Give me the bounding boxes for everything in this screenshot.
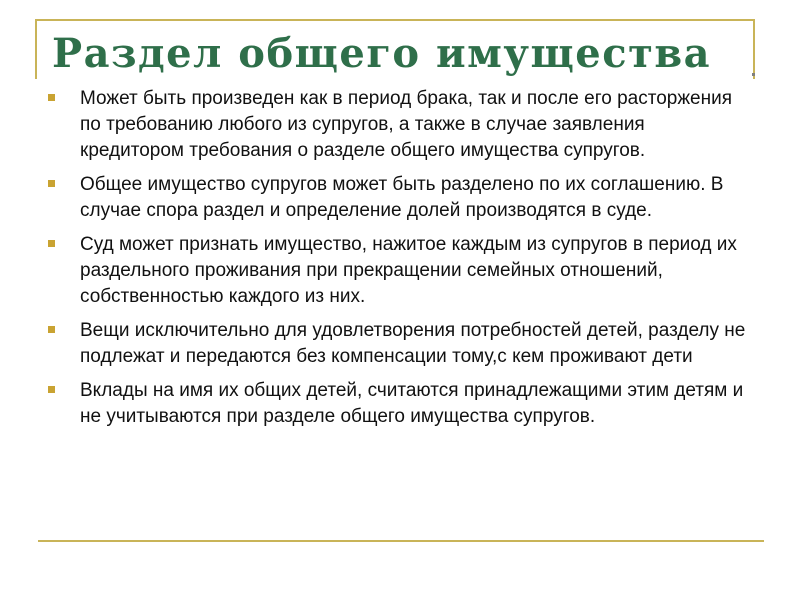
frame-top-line (35, 19, 755, 21)
bullet-item (46, 378, 746, 430)
frame-corner-dot (752, 73, 755, 76)
bullet-text: Суд может признать имущество, нажитое каждым из супругов в период их раздельного проживания при прекращении семейных отношений, собственностью каждого из них. (80, 234, 737, 307)
bullet-text: Вклады на имя их общих детей, считаются принадлежащими этим детям и не учитываются при разделе общего имущества супругов. (80, 380, 744, 427)
bullet-text: Общее имущество супругов может быть разделено по их соглашению. В случае спора раздел и определение долей производятся в суде. (80, 174, 724, 221)
frame-left-line (35, 19, 37, 79)
frame-right-line (753, 19, 755, 79)
square-bullet-icon (48, 180, 55, 187)
bullet-text: Может быть произведен как в период брака, так и после его расторжения по требованию любого из супругов, а также в случае заявления кредитором требования о разделе общего имущества супругов. (80, 88, 733, 161)
bullet-text: Вещи исключительно для удовлетворения потребностей детей, разделу не подлежат и передаются без компенсации тому,с кем проживают дети (80, 320, 746, 367)
square-bullet-icon (48, 240, 55, 247)
bullet-item (46, 86, 746, 164)
square-bullet-icon (48, 386, 55, 393)
bullet-item (46, 172, 746, 224)
square-bullet-icon (48, 326, 55, 333)
frame-bottom-line (38, 540, 764, 542)
slide-title: Раздел общего имущества (52, 30, 712, 77)
bullet-item (46, 232, 746, 310)
bullet-list (46, 86, 746, 438)
bullet-item (46, 318, 746, 370)
square-bullet-icon (48, 94, 55, 101)
